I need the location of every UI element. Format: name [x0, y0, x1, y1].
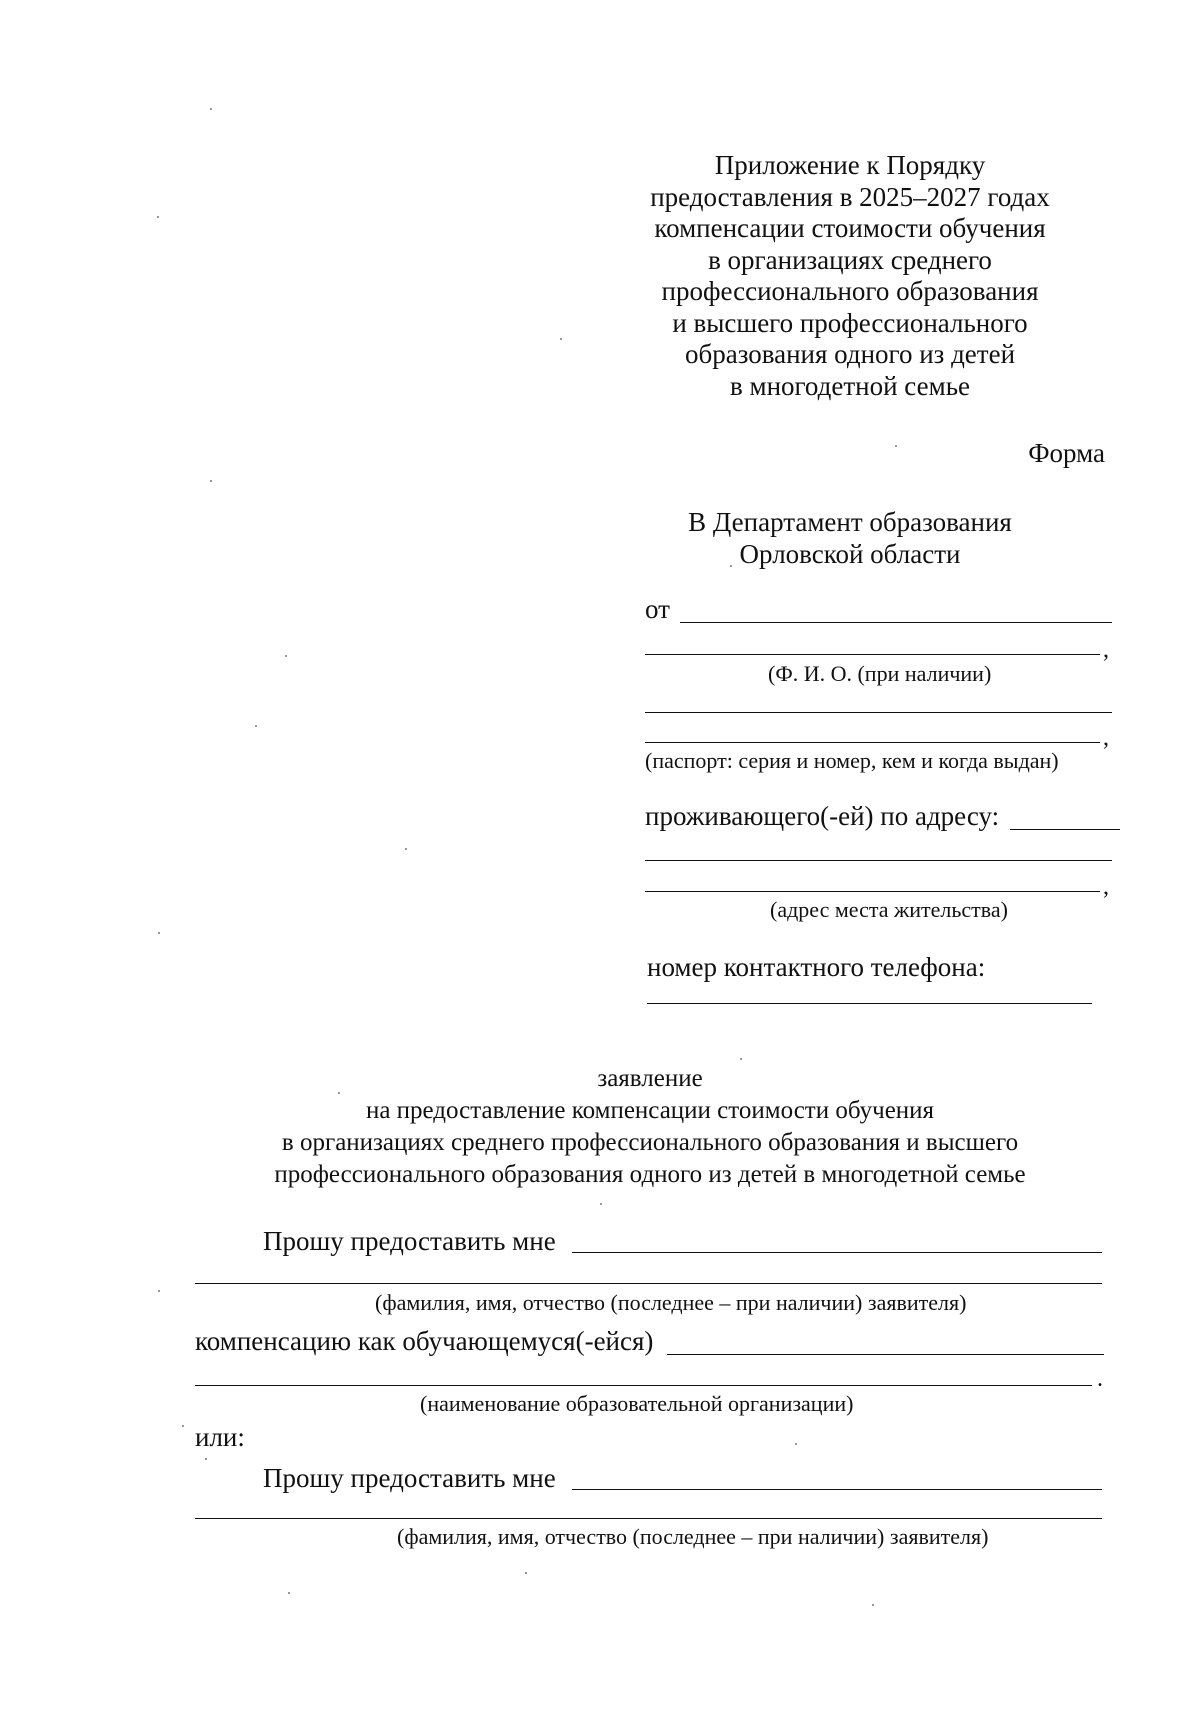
address-line-1[interactable]: [1010, 829, 1120, 830]
scan-speck: [525, 1572, 527, 1574]
scan-speck: [338, 1092, 340, 1094]
scan-speck: [285, 655, 287, 657]
scan-speck: [182, 1425, 184, 1427]
passport-caption: (паспорт: серия и номер, кем и когда выдан): [645, 748, 1059, 773]
scan-speck: [205, 1458, 207, 1460]
scan-speck: [288, 1592, 290, 1594]
appendix-line: образования одного из детей: [684, 339, 1016, 369]
scan-speck: [895, 445, 897, 447]
address-caption: (адрес места жительства): [770, 897, 1008, 922]
fio-line-1[interactable]: [680, 622, 1112, 623]
appendix-heading: [620, 149, 1080, 401]
scan-speck: [730, 565, 732, 567]
statement-title: заявление: [597, 1065, 703, 1092]
form-label: Форма: [1028, 438, 1105, 468]
comma: ,: [1103, 874, 1109, 900]
appendix-line: Приложение к Порядку: [714, 150, 986, 180]
scan-speck: [560, 338, 562, 340]
scan-speck: [158, 932, 160, 934]
fio-line-2[interactable]: [645, 654, 1100, 655]
request-name-line-4[interactable]: [195, 1518, 1102, 1519]
request-name-line-2[interactable]: [195, 1283, 1102, 1284]
passport-line-1[interactable]: [645, 712, 1112, 713]
phone-label: номер контактного телефона:: [647, 952, 986, 982]
addressee: [640, 506, 1060, 570]
or-label: или:: [195, 1422, 245, 1452]
appendix-line: предоставления в 2025–2027 годах: [650, 181, 1050, 212]
appendix-line: компенсации стоимости обучения: [654, 213, 1046, 243]
org-caption: (наименование образовательной организации): [420, 1391, 854, 1416]
scan-speck: [210, 108, 212, 110]
scan-speck: [157, 216, 159, 218]
addressee-line: В Департамент образования: [688, 507, 1012, 537]
scan-speck: [795, 1443, 797, 1445]
scan-speck: [405, 848, 407, 850]
scan-speck: [210, 480, 212, 482]
address-label: проживающего(-ей) по адресу:: [645, 801, 1000, 831]
request-name-line-3[interactable]: [572, 1489, 1102, 1490]
request-label: Прошу предоставить мне: [263, 1226, 556, 1256]
name-caption: (фамилия, имя, отчество (последнее – при наличии) заявителя): [397, 1524, 989, 1549]
statement-subtitle-line: профессионального образования одного из детей в многодетной семье: [274, 1161, 1026, 1188]
address-line-2[interactable]: [645, 860, 1112, 861]
request-name-line-1[interactable]: [572, 1252, 1102, 1253]
comma: ,: [1103, 637, 1109, 663]
address-line-3[interactable]: [645, 891, 1100, 892]
from-label: от: [645, 594, 670, 624]
scan-speck: [600, 1203, 602, 1205]
scan-speck: [255, 725, 257, 727]
scan-speck: [740, 1058, 742, 1060]
passport-line-2[interactable]: [645, 742, 1100, 743]
org-line-2[interactable]: [195, 1385, 1092, 1386]
appendix-line: и высшего профессионального: [672, 307, 1028, 338]
period: .: [1097, 1366, 1103, 1392]
compensation-label: компенсацию как обучающемуся(-ейся): [195, 1326, 654, 1356]
scan-speck: [872, 1604, 874, 1606]
phone-line[interactable]: [647, 1003, 1092, 1004]
statement-subtitle-line: в организациях среднего профессионального образования и высшего: [281, 1129, 1019, 1156]
request-label: Прошу предоставить мне: [263, 1463, 556, 1493]
appendix-line: в многодетной семье: [729, 370, 970, 401]
scan-speck: [158, 1290, 160, 1292]
fio-caption: (Ф. И. О. (при наличии): [768, 661, 992, 686]
appendix-line: профессионального образования: [661, 276, 1039, 306]
comma: ,: [1103, 725, 1109, 751]
statement-subtitle-line: на предоставление компенсации стоимости обучения: [365, 1097, 935, 1124]
addressee-line: Орловской области: [739, 539, 961, 569]
appendix-line: в организациях среднего: [708, 244, 992, 275]
org-line-1[interactable]: [667, 1354, 1104, 1355]
name-caption: (фамилия, имя, отчество (последнее – при наличии) заявителя): [375, 1290, 967, 1315]
